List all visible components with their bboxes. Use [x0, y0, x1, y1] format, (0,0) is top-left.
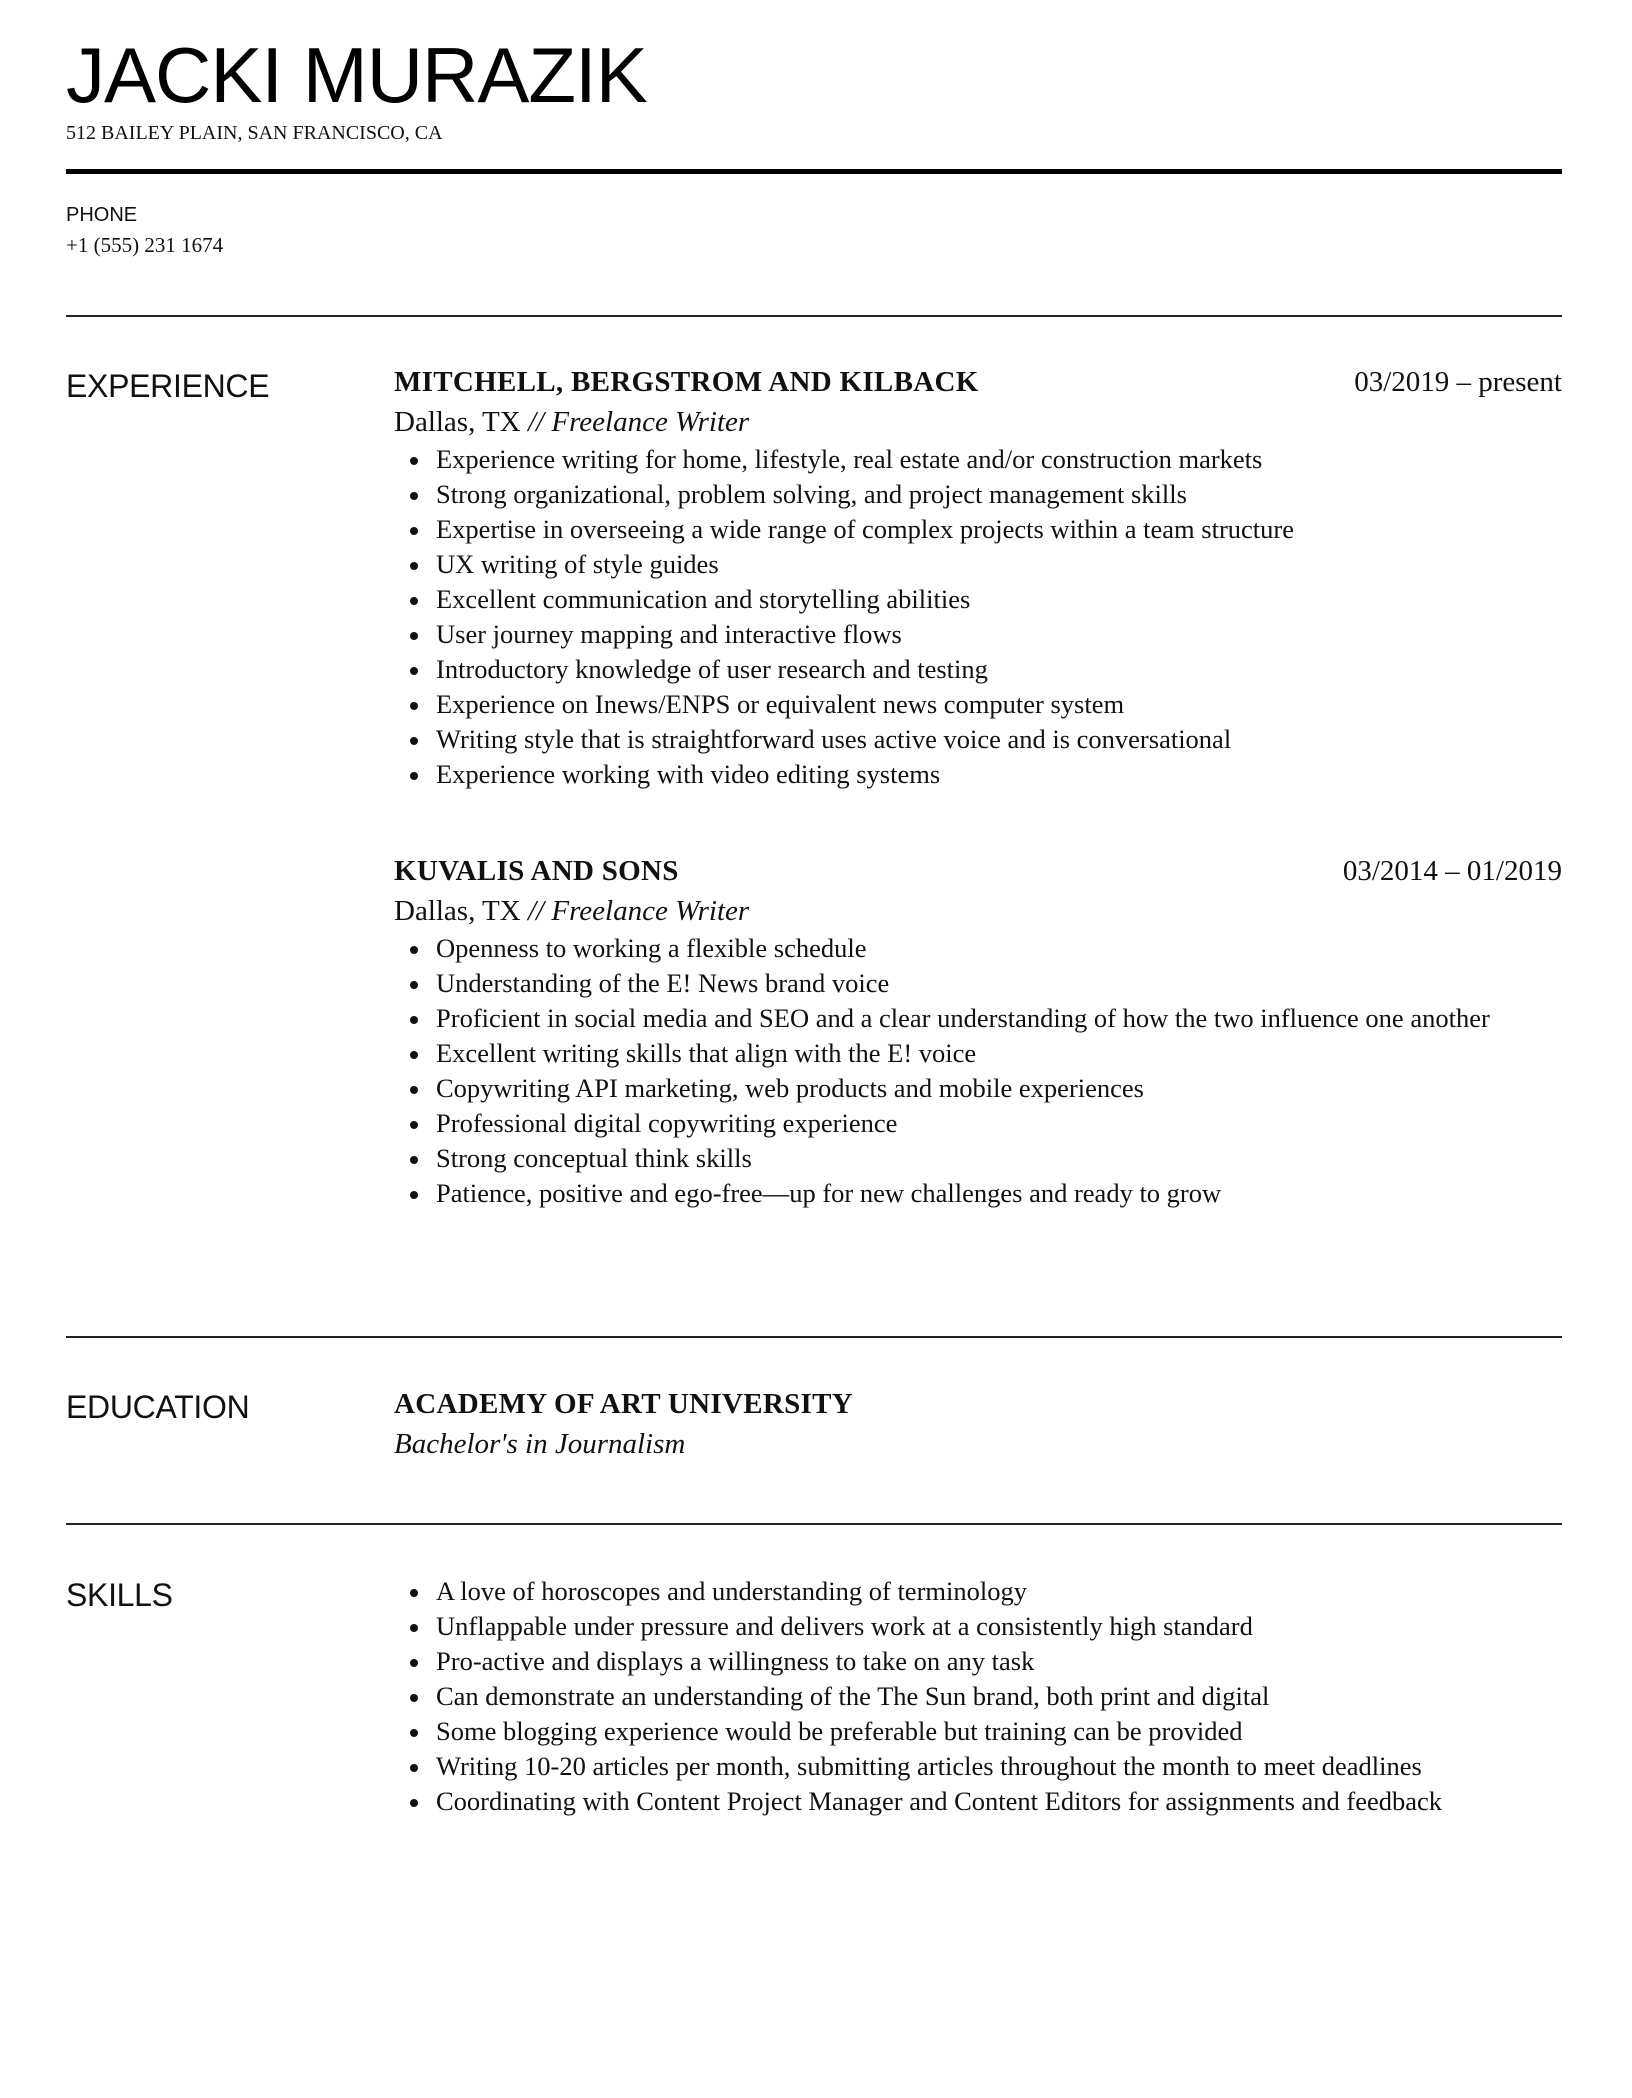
- education-content: [394, 1384, 1562, 1464]
- job-role: Freelance Writer: [551, 406, 750, 438]
- header-divider: [66, 169, 1562, 174]
- section-divider: [66, 1336, 1562, 1338]
- list-item: Copywriting API marketing, web products and mobile experiences: [394, 1071, 1562, 1106]
- list-item: Experience writing for home, lifestyle, real estate and/or construction markets: [394, 442, 1562, 477]
- skills-list: [394, 1574, 1562, 1819]
- list-item: Professional digital copywriting experience: [394, 1106, 1562, 1141]
- list-item: Experience working with video editing systems: [394, 757, 1562, 792]
- job-header: [394, 851, 1562, 891]
- list-item: Pro-active and displays a willingness to take on any task: [394, 1644, 1562, 1679]
- job-entry: [394, 851, 1562, 1211]
- list-item: Proficient in social media and SEO and a clear understanding of how the two influence one another: [394, 1001, 1562, 1036]
- list-item: A love of horoscopes and understanding of terminology: [394, 1574, 1562, 1609]
- job-location: Dallas, TX: [394, 406, 521, 438]
- job-bullets: [394, 931, 1562, 1211]
- list-item: Can demonstrate an understanding of the The Sun brand, both print and digital: [394, 1679, 1562, 1714]
- company-name: KUVALIS AND SONS: [394, 855, 679, 887]
- list-item: Unflappable under pressure and delivers work at a consistently high standard: [394, 1609, 1562, 1644]
- list-item: Excellent writing skills that align with the E! voice: [394, 1036, 1562, 1071]
- list-item: Understanding of the E! News brand voice: [394, 966, 1562, 1001]
- experience-heading: EXPERIENCE: [66, 368, 270, 404]
- job-location: Dallas, TX: [394, 895, 521, 927]
- list-item: Coordinating with Content Project Manager and Content Editors for assignments and feedback: [394, 1784, 1562, 1819]
- school-name: ACADEMY OF ART UNIVERSITY: [394, 1388, 853, 1420]
- skills-content: [394, 1574, 1562, 1819]
- job-separator: //: [527, 406, 545, 438]
- candidate-name: JACKI MURAZIK: [66, 31, 647, 119]
- candidate-address: 512 BAILEY PLAIN, SAN FRANCISCO, CA: [66, 122, 443, 144]
- job-dates: 03/2014 – 01/2019: [1342, 855, 1562, 887]
- list-item: Writing style that is straightforward uses active voice and is conversational: [394, 722, 1562, 757]
- phone-label: PHONE: [66, 204, 138, 226]
- job-role: Freelance Writer: [551, 895, 750, 927]
- section-divider: [66, 315, 1562, 317]
- skills-heading: SKILLS: [66, 1577, 173, 1613]
- list-item: User journey mapping and interactive flows: [394, 617, 1562, 652]
- list-item: Introductory knowledge of user research and testing: [394, 652, 1562, 687]
- degree: Bachelor's in Journalism: [394, 1428, 686, 1460]
- experience-content: [394, 362, 1562, 1211]
- job-entry: [394, 362, 1562, 792]
- list-item: Some blogging experience would be preferable but training can be provided: [394, 1714, 1562, 1749]
- job-subline: [394, 891, 1562, 931]
- list-item: Excellent communication and storytelling abilities: [394, 582, 1562, 617]
- job-subline: [394, 402, 1562, 442]
- list-item: Experience on Inews/ENPS or equivalent news computer system: [394, 687, 1562, 722]
- list-item: Expertise in overseeing a wide range of complex projects within a team structure: [394, 512, 1562, 547]
- list-item: Strong conceptual think skills: [394, 1141, 1562, 1176]
- list-item: Writing 10-20 articles per month, submitting articles throughout the month to meet deadlines: [394, 1749, 1562, 1784]
- job-bullets: [394, 442, 1562, 792]
- list-item: Patience, positive and ego-free—up for new challenges and ready to grow: [394, 1176, 1562, 1211]
- job-separator: //: [527, 895, 545, 927]
- phone-number: +1 (555) 231 1674: [66, 233, 224, 257]
- list-item: Strong organizational, problem solving, and project management skills: [394, 477, 1562, 512]
- section-divider: [66, 1523, 1562, 1525]
- education-heading: EDUCATION: [66, 1389, 250, 1425]
- list-item: Openness to working a flexible schedule: [394, 931, 1562, 966]
- job-dates: 03/2019 – present: [1354, 366, 1562, 398]
- job-header: [394, 362, 1562, 402]
- company-name: MITCHELL, BERGSTROM AND KILBACK: [394, 366, 979, 398]
- list-item: UX writing of style guides: [394, 547, 1562, 582]
